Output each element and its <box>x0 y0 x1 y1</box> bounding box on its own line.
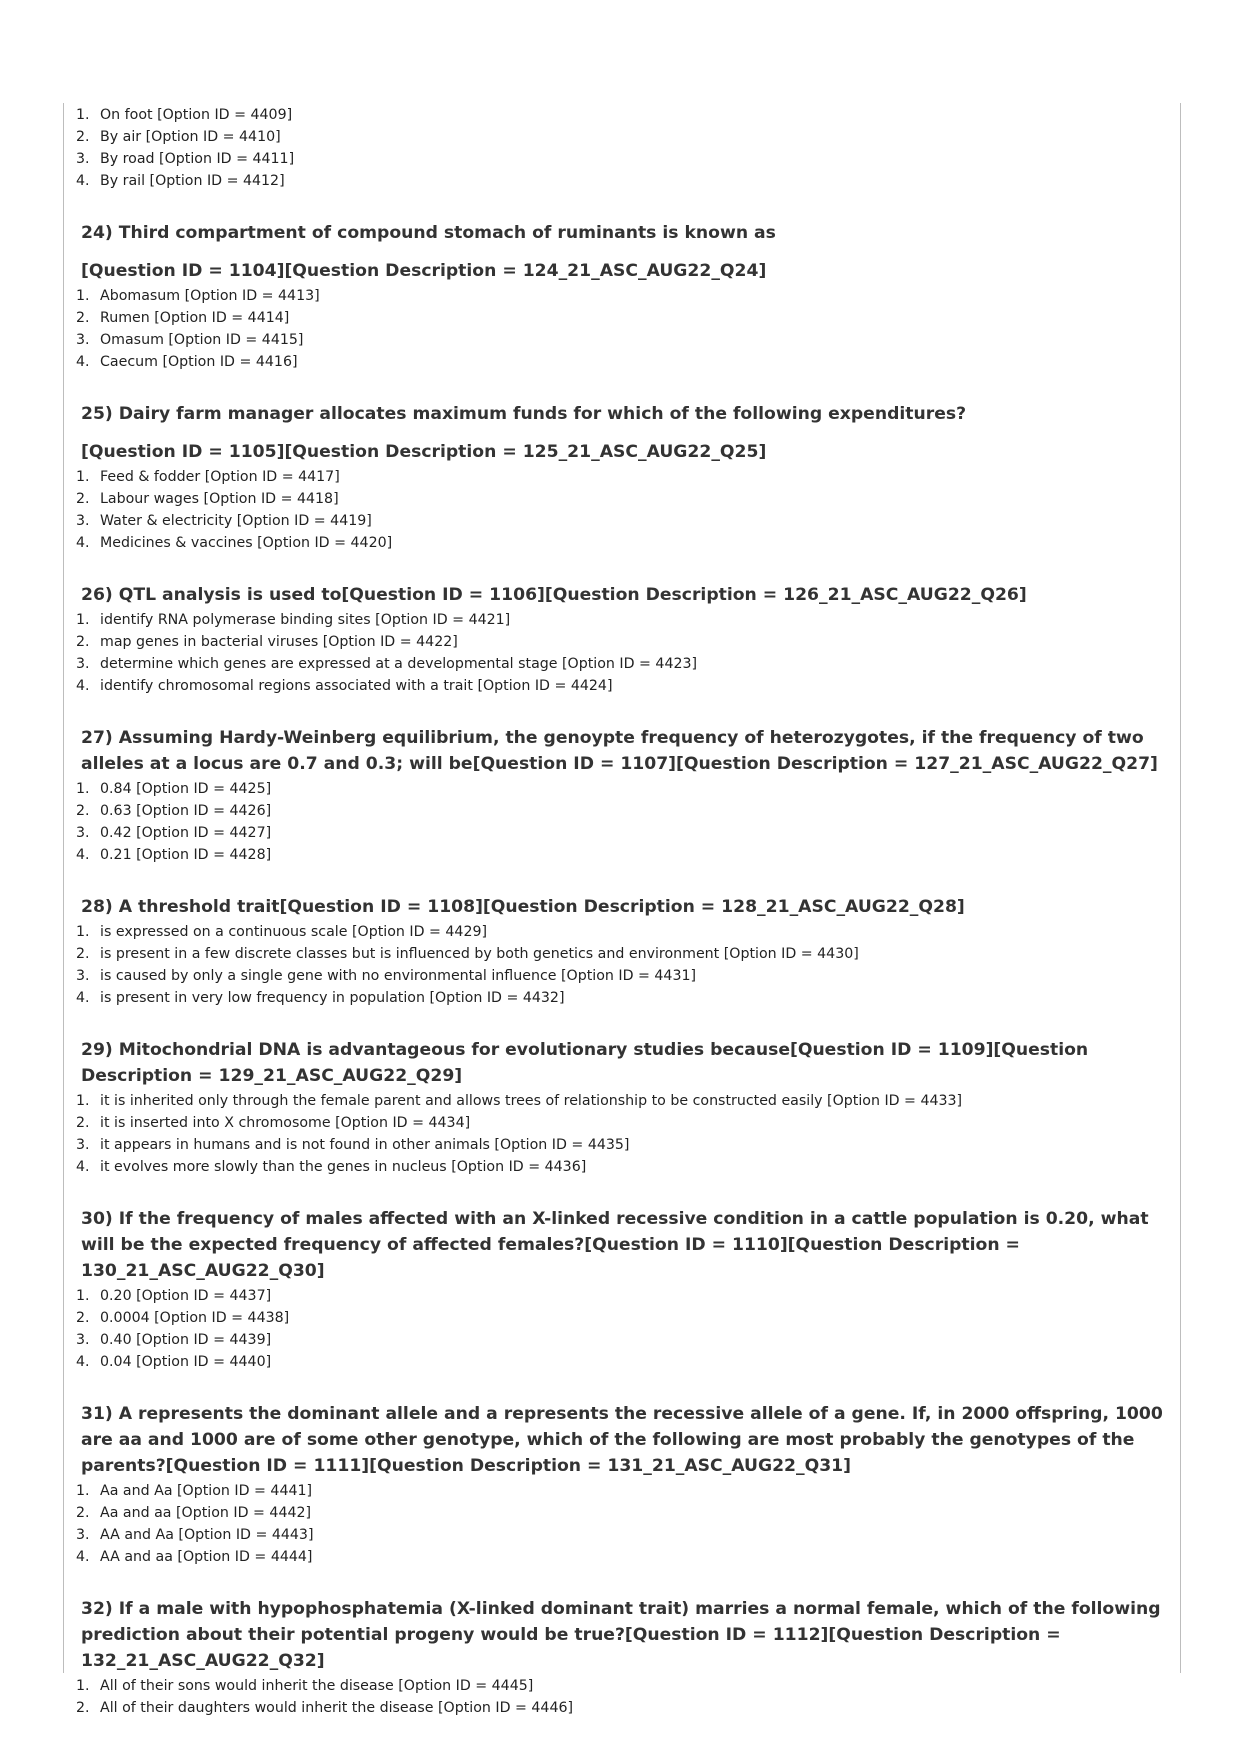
option-text: Aa and Aa [Option ID = 4441] <box>100 1483 313 1499</box>
option-item <box>76 965 1166 987</box>
option-item <box>76 329 1166 351</box>
option-item <box>76 1480 1166 1502</box>
option-item <box>76 1112 1166 1134</box>
option-number: 4. <box>76 535 90 551</box>
option-item <box>76 1329 1166 1351</box>
left-border-rule <box>63 103 64 1673</box>
question-32 <box>76 1596 1166 1719</box>
option-text: AA and Aa [Option ID = 4443] <box>100 1527 314 1543</box>
option-item <box>76 822 1166 844</box>
question-text: 26) QTL analysis is used to[Question ID = 1106][Question Description = 126_21_ASC_AUG22_Q26] <box>81 585 1027 605</box>
option-number: 3. <box>76 332 90 348</box>
option-number: 4. <box>76 1549 90 1565</box>
option-item <box>76 1285 1166 1307</box>
option-item <box>76 510 1166 532</box>
option-text: identify RNA polymerase binding sites [Option ID = 4421] <box>100 612 511 628</box>
option-text: 0.0004 [Option ID = 4438] <box>100 1310 290 1326</box>
option-number: 2. <box>76 129 90 145</box>
option-number: 4. <box>76 1159 90 1175</box>
option-item <box>76 1351 1166 1373</box>
question-text: 29) Mitochondrial DNA is advantageous for evolutionary studies because[Question ID = 1109][Question Description = 129_21_ASC_AUG22_Q29] <box>81 1040 1089 1086</box>
right-border-rule <box>1180 103 1181 1673</box>
question-id-line: [Question ID = 1104][Question Description = 124_21_ASC_AUG22_Q24] <box>81 261 767 281</box>
option-item <box>76 653 1166 675</box>
option-number: 1. <box>76 1483 90 1499</box>
option-text: On foot [Option ID = 4409] <box>100 107 293 123</box>
option-text: Aa and aa [Option ID = 4442] <box>100 1505 312 1521</box>
option-text: 0.42 [Option ID = 4427] <box>100 825 272 841</box>
question-27 <box>76 725 1166 866</box>
option-number: 1. <box>76 612 90 628</box>
option-number: 2. <box>76 1310 90 1326</box>
option-text: All of their daughters would inherit the disease [Option ID = 4446] <box>100 1700 574 1716</box>
option-item <box>76 1090 1166 1112</box>
option-item <box>76 1675 1166 1697</box>
option-item <box>76 1134 1166 1156</box>
option-text: All of their sons would inherit the disease [Option ID = 4445] <box>100 1678 534 1694</box>
option-number: 2. <box>76 1700 90 1716</box>
option-number: 1. <box>76 107 90 123</box>
question-26 <box>76 582 1166 697</box>
option-number: 4. <box>76 678 90 694</box>
option-item <box>76 1502 1166 1524</box>
option-text: is caused by only a single gene with no environmental influence [Option ID = 4431] <box>100 968 697 984</box>
question-text: 30) If the frequency of males affected with an X-linked recessive condition in a cattle population is 0.20, what will be the expected frequency of affected females?[Question ID = 1110][Question Description = 130_21_ASC_AUG22_Q30] <box>81 1209 1149 1281</box>
option-number: 3. <box>76 656 90 672</box>
option-text: 0.63 [Option ID = 4426] <box>100 803 272 819</box>
option-list <box>76 1675 1166 1719</box>
option-text: Rumen [Option ID = 4414] <box>100 310 290 326</box>
option-text: 0.40 [Option ID = 4439] <box>100 1332 272 1348</box>
option-number: 1. <box>76 469 90 485</box>
option-text: identify chromosomal regions associated with a trait [Option ID = 4424] <box>100 678 613 694</box>
question-text: 28) A threshold trait[Question ID = 1108][Question Description = 128_21_ASC_AUG22_Q28] <box>81 897 965 917</box>
option-item <box>76 1524 1166 1546</box>
question-text: 24) Third compartment of compound stomach of ruminants is known as <box>81 223 776 243</box>
question-28 <box>76 894 1166 1009</box>
option-item <box>76 148 1166 170</box>
option-text: it evolves more slowly than the genes in nucleus [Option ID = 4436] <box>100 1159 587 1175</box>
option-item <box>76 1156 1166 1178</box>
question-text: 25) Dairy farm manager allocates maximum funds for which of the following expenditures? <box>81 404 967 424</box>
option-item <box>76 1546 1166 1568</box>
option-item <box>76 126 1166 148</box>
option-item <box>76 1307 1166 1329</box>
option-number: 3. <box>76 825 90 841</box>
option-text: AA and aa [Option ID = 4444] <box>100 1549 313 1565</box>
option-text: 0.84 [Option ID = 4425] <box>100 781 272 797</box>
option-number: 3. <box>76 1527 90 1543</box>
option-item <box>76 800 1166 822</box>
option-text: 0.20 [Option ID = 4437] <box>100 1288 272 1304</box>
option-text: it is inserted into X chromosome [Option ID = 4434] <box>100 1115 471 1131</box>
question-24 <box>76 220 1166 373</box>
question-29 <box>76 1037 1166 1178</box>
option-text: Omasum [Option ID = 4415] <box>100 332 304 348</box>
option-number: 1. <box>76 288 90 304</box>
option-item <box>76 466 1166 488</box>
option-text: By road [Option ID = 4411] <box>100 151 295 167</box>
option-list <box>76 285 1166 373</box>
option-text: Caecum [Option ID = 4416] <box>100 354 298 370</box>
option-list <box>76 778 1166 866</box>
option-list <box>76 104 1166 192</box>
option-number: 4. <box>76 354 90 370</box>
option-text: 0.21 [Option ID = 4428] <box>100 847 272 863</box>
question-text: 31) A represents the dominant allele and a represents the recessive allele of a gene. If, in 2000 offspring, 1000 are aa and 1000 are of some other genotype, which of the following are most probably the genotypes of the parents?[Question ID = 1111][Question Description = 131_21_ASC_AUG22_Q31] <box>81 1404 1163 1476</box>
option-item <box>76 532 1166 554</box>
option-number: 3. <box>76 1332 90 1348</box>
question-text: 32) If a male with hypophosphatemia (X-linked dominant trait) marries a normal female, which of the following prediction about their potential progeny would be true?[Question ID = 1112][Question Description = 132_21_ASC_AUG22_Q32] <box>81 1599 1161 1671</box>
option-number: 1. <box>76 781 90 797</box>
option-number: 1. <box>76 1678 90 1694</box>
question-text: 27) Assuming Hardy-Weinberg equilibrium, the genoypte frequency of heterozygotes, if the frequency of two alleles at a locus are 0.7 and 0.3; will be[Question ID = 1107][Question Description = 127_21_ASC_AUG22_Q27] <box>81 728 1158 774</box>
option-text: determine which genes are expressed at a developmental stage [Option ID = 4423] <box>100 656 698 672</box>
option-list <box>76 466 1166 554</box>
option-number: 3. <box>76 513 90 529</box>
option-text: 0.04 [Option ID = 4440] <box>100 1354 272 1370</box>
option-item <box>76 631 1166 653</box>
option-text: it appears in humans and is not found in other animals [Option ID = 4435] <box>100 1137 630 1153</box>
option-number: 2. <box>76 803 90 819</box>
option-number: 3. <box>76 968 90 984</box>
option-text: By rail [Option ID = 4412] <box>100 173 285 189</box>
option-number: 1. <box>76 924 90 940</box>
option-item <box>76 987 1166 1009</box>
option-item <box>76 609 1166 631</box>
option-text: is expressed on a continuous scale [Option ID = 4429] <box>100 924 488 940</box>
option-item <box>76 943 1166 965</box>
option-number: 2. <box>76 1505 90 1521</box>
option-item <box>76 104 1166 126</box>
option-item <box>76 307 1166 329</box>
option-text: it is inherited only through the female parent and allows trees of relationship to be constructed easily [Option ID = 4433] <box>100 1093 963 1109</box>
option-text: Abomasum [Option ID = 4413] <box>100 288 320 304</box>
question-paper-content <box>76 104 1166 1719</box>
option-item <box>76 488 1166 510</box>
option-item <box>76 170 1166 192</box>
option-number: 2. <box>76 1115 90 1131</box>
option-number: 3. <box>76 151 90 167</box>
option-item <box>76 675 1166 697</box>
option-number: 2. <box>76 634 90 650</box>
option-number: 1. <box>76 1288 90 1304</box>
option-number: 3. <box>76 1137 90 1153</box>
option-text: Water & electricity [Option ID = 4419] <box>100 513 372 529</box>
option-item <box>76 285 1166 307</box>
option-text: Labour wages [Option ID = 4418] <box>100 491 339 507</box>
option-text: is present in a few discrete classes but is influenced by both genetics and environment [Option ID = 4430] <box>100 946 859 962</box>
option-list <box>76 921 1166 1009</box>
option-number: 4. <box>76 990 90 1006</box>
option-text: Feed & fodder [Option ID = 4417] <box>100 469 340 485</box>
option-number: 4. <box>76 847 90 863</box>
option-list <box>76 609 1166 697</box>
option-number: 2. <box>76 946 90 962</box>
option-number: 1. <box>76 1093 90 1109</box>
option-text: is present in very low frequency in population [Option ID = 4432] <box>100 990 565 1006</box>
option-text: map genes in bacterial viruses [Option ID = 4422] <box>100 634 458 650</box>
question-31 <box>76 1401 1166 1568</box>
option-text: By air [Option ID = 4410] <box>100 129 281 145</box>
question-id-line: [Question ID = 1105][Question Description = 125_21_ASC_AUG22_Q25] <box>81 442 767 462</box>
option-item <box>76 844 1166 866</box>
option-item <box>76 1697 1166 1719</box>
option-list <box>76 1285 1166 1373</box>
question-30 <box>76 1206 1166 1373</box>
option-item <box>76 778 1166 800</box>
option-number: 2. <box>76 491 90 507</box>
question-25 <box>76 401 1166 554</box>
option-number: 4. <box>76 173 90 189</box>
option-number: 2. <box>76 310 90 326</box>
option-list <box>76 1480 1166 1568</box>
option-text: Medicines & vaccines [Option ID = 4420] <box>100 535 393 551</box>
option-item <box>76 351 1166 373</box>
option-item <box>76 921 1166 943</box>
option-number: 4. <box>76 1354 90 1370</box>
option-list <box>76 1090 1166 1178</box>
